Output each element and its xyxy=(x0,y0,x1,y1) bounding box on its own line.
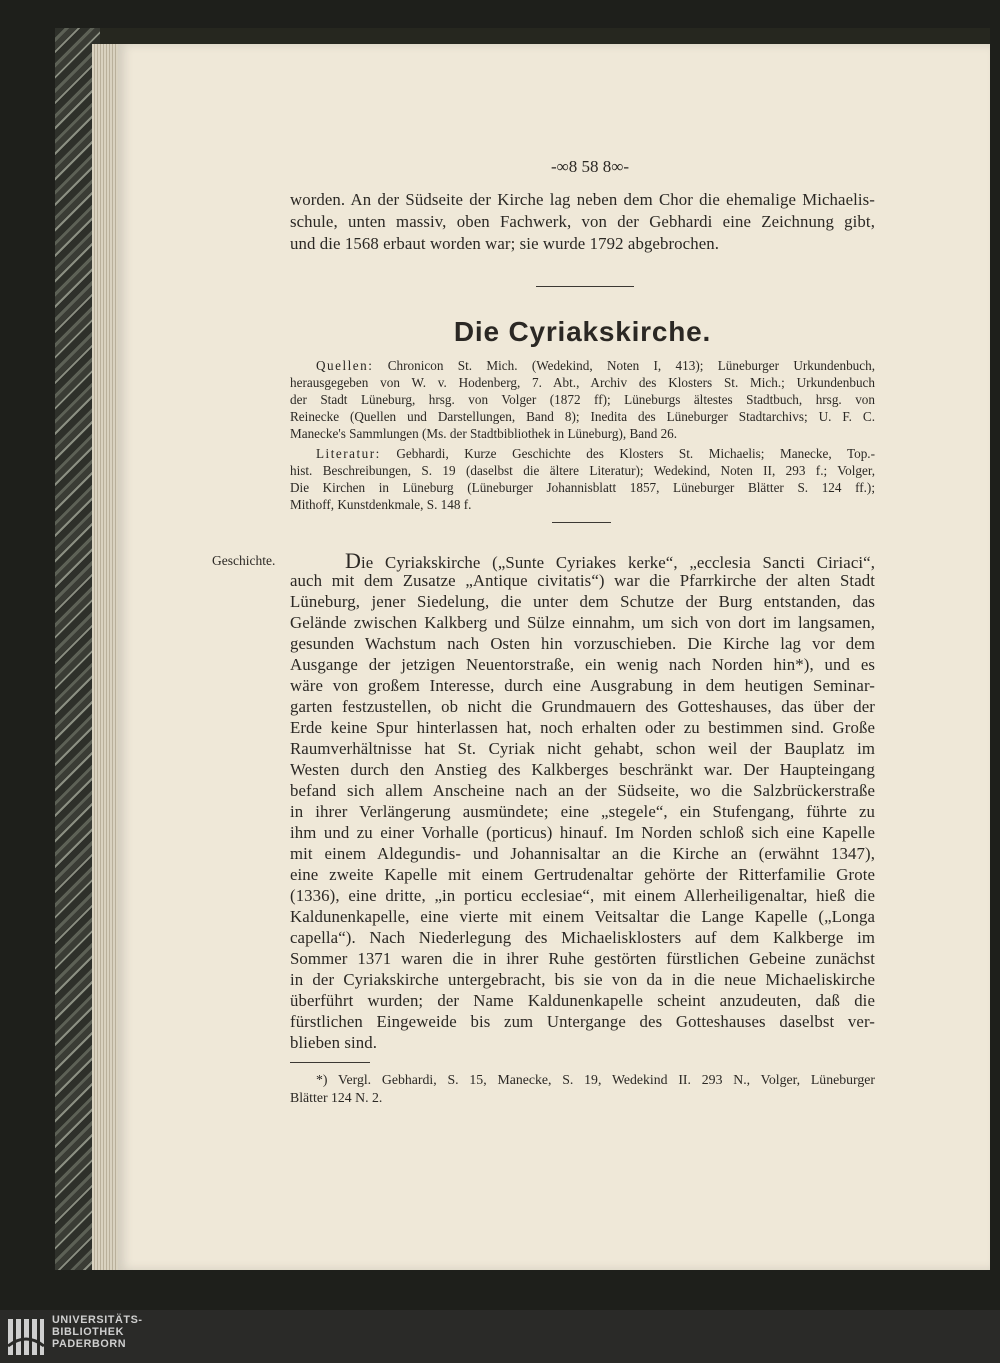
body-line: befand sich allem Anscheine nach an der Südseite, wo die Salzbrückerstraße xyxy=(290,781,875,800)
section-title: Die Cyriakskirche. xyxy=(453,316,712,347)
drop-cap: D xyxy=(345,548,361,573)
body-line: gesunden Wachstum nach Osten hin vorzuschieben. Die Kirche lag vor dem xyxy=(290,634,875,653)
body-line: blieben sind. xyxy=(290,1033,378,1052)
sources-line: Reinecke (Quellen und Darstellungen, Band 8); Inedita des Lüneburger Stadtarchivs; U. F. C. xyxy=(290,409,875,424)
body-line: wäre von großem Interesse, durch eine Ausgrabung in dem heutigen Seminar- xyxy=(290,676,875,695)
logo-line: BIBLIOTHEK xyxy=(52,1326,124,1338)
literature-label: Literatur: xyxy=(316,446,381,461)
sources-line xyxy=(290,358,875,374)
literature-line xyxy=(290,446,875,462)
logo-line: PADERBORN xyxy=(52,1338,127,1350)
body-line: capella“). Nach Niederlegung des Michaelisklosters auf dem Kalkberge im xyxy=(290,928,875,947)
intro-line: worden. An der Südseite der Kirche lag neben dem Chor die ehemalige Michaelis- xyxy=(290,190,875,209)
body-line: ie Cyriakskirche („Sunte Cyriakes kerke“, „ecclesia Sancti Ciriaci“, xyxy=(361,553,875,572)
footnote-rule xyxy=(290,1062,370,1063)
body-line: auch mit dem Zusatze „Antique civitatis“) war die Pfarrkirche der alten Stadt xyxy=(290,571,875,590)
footnote-line: Blätter 124 N. 2. xyxy=(290,1090,383,1105)
body-line: Sommer 1371 waren die in ihrer Ruhe gestörten fürstlichen Gebeine zunächst xyxy=(290,949,875,968)
body-line: Westen durch den Anstieg des Kalkberges beschränkt war. Der Haupteingang xyxy=(290,760,875,779)
sources-line: der Stadt Lüneburg, hrsg. von Volger (1872 ff); Lüneburgs ältestes Stadtbuch, hrsg. von xyxy=(290,392,875,407)
page-number: -∞8 58 8∞- xyxy=(550,157,630,176)
literature-line: Die Kirchen in Lüneburg (Lüneburger Johannisblatt 1857, Lüneburger Blätter S. 124 ff.); xyxy=(290,480,875,495)
intro-line: und die 1568 erbaut worden war; sie wurde 1792 abgebrochen. xyxy=(290,234,720,253)
body-line: (1336), eine dritte, „in porticu ecclesiae“, mit einem Allerheiligenaltar, hieß die xyxy=(290,886,875,905)
literature-line: Mithoff, Kunstdenkmale, S. 148 f. xyxy=(290,497,472,512)
sources-line: herausgegeben von W. v. Hodenberg, 7. Abt., Archiv des Klosters St. Mich.; Urkundenbuch xyxy=(290,375,875,390)
body-line: eine zweite Kapelle mit einem Gertrudenaltar gehörte der Ritterfamilie Grote xyxy=(290,865,875,884)
body-line: ihm und zu einer Vorhalle (porticus) hinauf. Im Norden schloß sich eine Kapelle xyxy=(290,823,875,842)
body-line: Erde keine Spur hinterlassen hat, noch erhalten oder zu bestimmen sind. Große xyxy=(290,718,875,737)
body-line: in der Cyriakskirche untergebracht, bis sie von da in die neue Michaeliskirche xyxy=(290,970,875,989)
body-line: Kaldunenkapelle, eine vierte mit einem Veitsaltar die Lange Kapelle („Longa xyxy=(290,907,875,926)
section-divider xyxy=(552,522,611,523)
body-line: mit einem Aldegundis- und Johannisaltar an die Kirche an (erwähnt 1347), xyxy=(290,844,875,863)
body-line: überführt wurden; der Name Kaldunenkapelle scheint anzudeuten, daß die xyxy=(290,991,875,1010)
intro-line: schule, unten massiv, oben Fachwerk, von der Gebhardi eine Zeichnung gibt, xyxy=(290,212,875,231)
section-divider xyxy=(536,286,634,287)
logo-line: UNIVERSITÄTS- xyxy=(52,1314,143,1326)
body-line: Gelände zwischen Kalkberg und Sülze einnahm, um sich von dort im langsamen, xyxy=(290,613,875,632)
library-logo-bar xyxy=(0,1310,1000,1363)
sources-text: Chronicon St. Mich. (Wedekind, Noten I, 413); Lüneburger Urkundenbuch, xyxy=(387,358,875,373)
body-line: fürstlichen Eingeweide bis zum Untergange des Gotteshauses daselbst ver- xyxy=(290,1012,875,1031)
body-line: Raumverhältnisse hat St. Cyriak nicht gehabt, schon weil der Bauplatz im xyxy=(290,739,875,758)
library-logo-text xyxy=(52,1314,143,1350)
university-library-logo-icon xyxy=(6,1316,46,1358)
margin-note: Geschichte. xyxy=(212,553,276,568)
body-line: Lüneburg, jener Siedelung, die unter dem Schutze der Burg entstanden, das xyxy=(290,592,875,611)
body-line: garten festzustellen, ob nicht die Grundmauern des Gotteshauses, das über der xyxy=(290,697,875,716)
body-line: Ausgange der jetzigen Neuentorstraße, ein wenig nach Norden hin*), und es xyxy=(290,655,875,674)
sources-line: Manecke's Sammlungen (Ms. der Stadtbibliothek in Lüneburg), Band 26. xyxy=(290,426,678,441)
literature-line: hist. Beschreibungen, S. 19 (daselbst die ältere Literatur); Wedekind, Noten II, 293 f.; Volger, xyxy=(290,463,875,478)
footnote-line: *) Vergl. Gebhardi, S. 15, Manecke, S. 19, Wedekind II. 293 N., Volger, Lüneburger xyxy=(316,1072,875,1087)
body-line: in ihrer Verlängerung ausmündete; eine „stegele“, ein Stufengang, führte zu xyxy=(290,802,875,821)
literature-text: Gebhardi, Kurze Geschichte des Klosters St. Michaelis; Manecke, Top.- xyxy=(396,446,875,461)
sources-label: Quellen: xyxy=(316,358,374,373)
